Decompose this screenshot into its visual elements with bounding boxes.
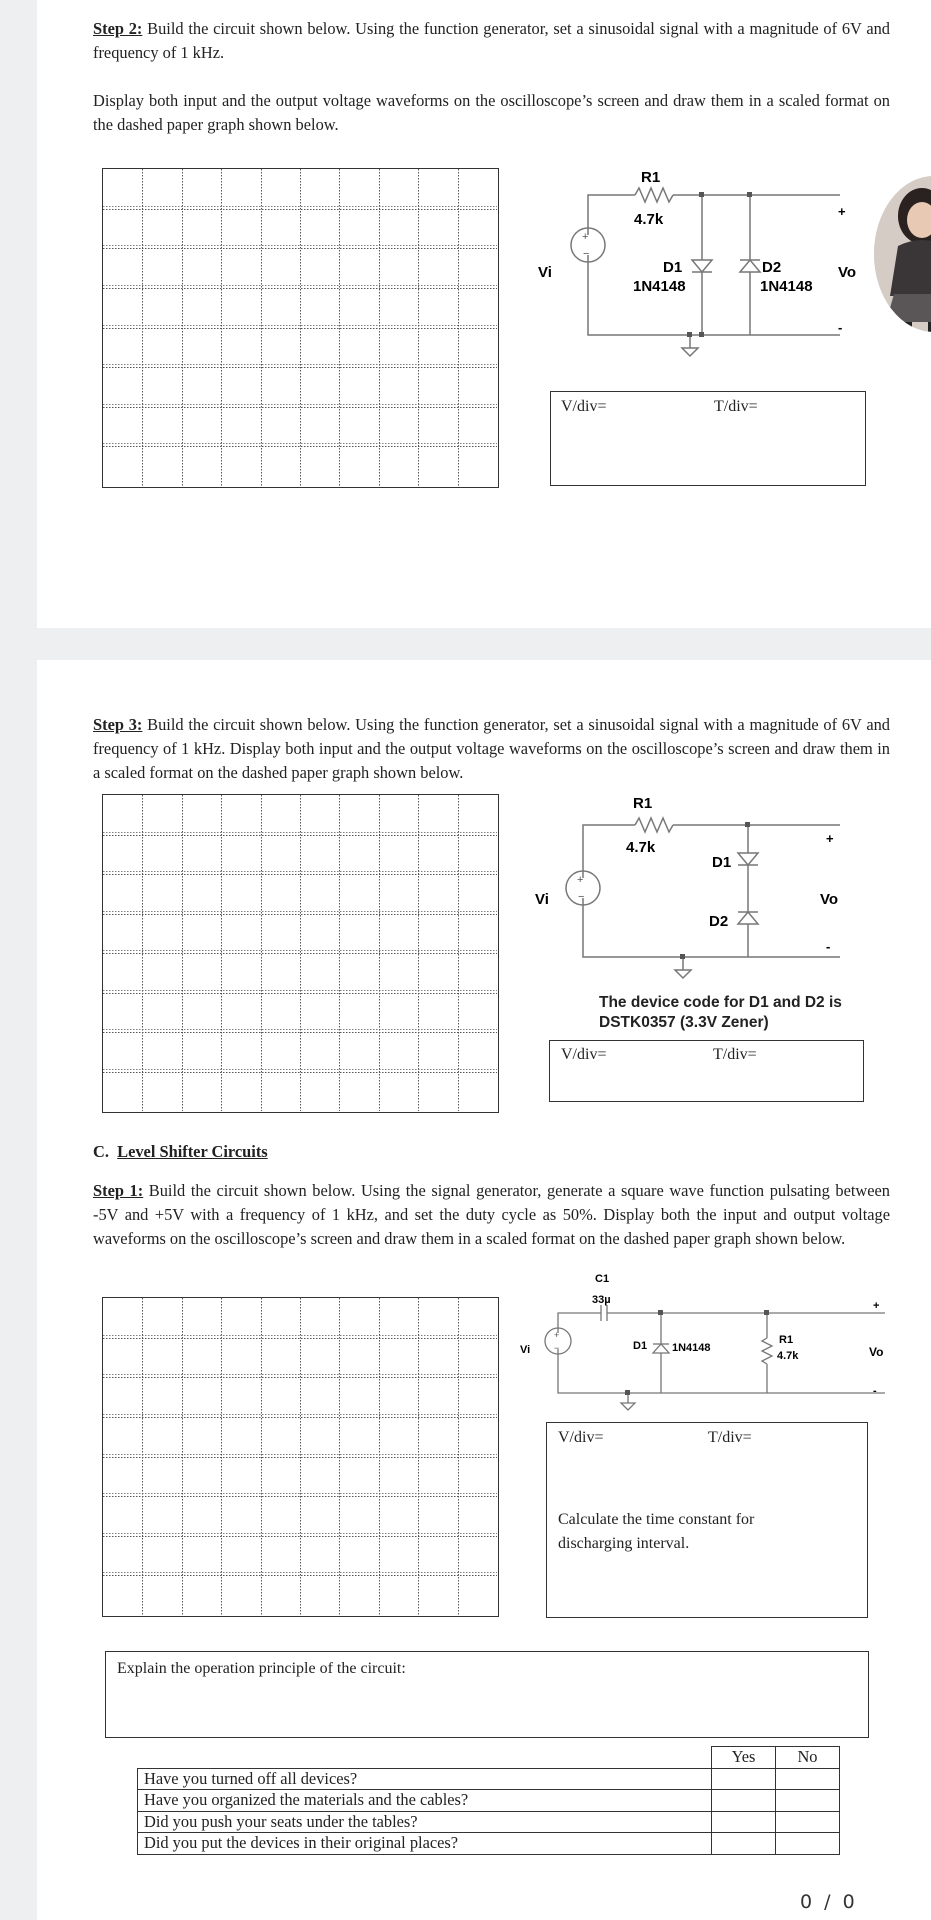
step2-circuit: [530, 160, 870, 370]
checklist-yes-header: Yes: [712, 1747, 776, 1769]
step2-paragraph-1: Step 2: Build the circuit shown below. Using the function generator, set a sinusoidal signal with a magnitude of 6V and frequency of 1 kHz.: [93, 19, 890, 62]
stepc1-paragraph: Step 1: Build the circuit shown below. Using the signal generator, generate a square wave function pulsating between -5V and +5V with a frequency of 1 kHz, and set the duty cycle as 50%. Display both the input and output voltage waveforms on the oscilloscope’s screen and draw them in a scaled format on the dashed paper graph shown below.: [93, 1181, 890, 1248]
stepc1-vi-label: Vi: [520, 1344, 531, 1356]
checklist-table: [137, 1746, 840, 1855]
checklist-question: Have you turned off all devices?: [138, 1768, 712, 1790]
step3-graph-paper[interactable]: [102, 794, 499, 1113]
step2-d1-label: D1: [663, 259, 683, 276]
step3-scale-box[interactable]: [549, 1040, 864, 1102]
step2-scale-box[interactable]: [550, 391, 866, 486]
step3-device-note: The device code for D1 and D2 is DSTK0357 (3.3V Zener): [599, 994, 842, 1031]
step2-d1-code: 1N4148: [633, 278, 686, 295]
svg-text:+: +: [554, 1330, 560, 1340]
step2-vi-label: Vi: [538, 264, 552, 281]
step2-graph-paper[interactable]: [102, 168, 499, 488]
step3-d1-label: D1: [712, 854, 732, 871]
checklist-yes-cell[interactable]: [712, 1811, 776, 1833]
step3-vdiv: V/div=: [561, 1046, 607, 1063]
checklist-yes-cell[interactable]: [712, 1790, 776, 1812]
stepc1-c1-value: 33µ: [592, 1294, 611, 1306]
stepc1-d1-code: 1N4148: [672, 1342, 711, 1354]
svg-text:−: −: [578, 891, 585, 903]
page-counter: 0 / 0: [800, 1891, 858, 1913]
stepc1-minus: -: [873, 1385, 877, 1397]
step3-plus: +: [826, 831, 834, 846]
stepc1-r1-label: R1: [779, 1334, 794, 1346]
step3-circuit: [530, 790, 870, 985]
step3-tdiv: T/div=: [713, 1046, 757, 1063]
stepc1-d1-label: D1: [633, 1340, 648, 1352]
stepc1-circuit: [515, 1268, 895, 1418]
step3-vi-label: Vi: [535, 891, 549, 908]
step2-vo-label: Vo: [838, 264, 857, 281]
checklist-no-cell[interactable]: [776, 1768, 840, 1790]
svg-text:−: −: [583, 248, 590, 260]
step3-minus: -: [826, 939, 831, 954]
step2-r1-value: 4.7k: [634, 211, 664, 228]
step2-minus: -: [838, 320, 843, 335]
section-c-heading: C. Level Shifter Circuits: [93, 1142, 268, 1161]
step2-tdiv: T/div=: [714, 398, 758, 415]
step3-d2-label: D2: [709, 913, 729, 930]
checklist-no-header: No: [776, 1747, 840, 1769]
checklist-no-cell[interactable]: [776, 1811, 840, 1833]
stepc1-answer-box[interactable]: [546, 1422, 868, 1618]
svg-text:+: +: [577, 874, 584, 886]
step2-plus: +: [838, 204, 846, 219]
checklist-no-cell[interactable]: [776, 1790, 840, 1812]
step3-vo-label: Vo: [820, 891, 839, 908]
checklist-yes-cell[interactable]: [712, 1833, 776, 1855]
step3-paragraph: Step 3: Build the circuit shown below. Using the function generator, set a sinusoidal signal with a magnitude of 6V and frequency of 1 kHz. Display both input and the output voltage waveforms on the oscilloscope’s screen and draw them in a scaled format on the dashed paper graph shown below.: [93, 715, 890, 782]
checklist-yes-cell[interactable]: [712, 1768, 776, 1790]
stepc1-calc-prompt: Calculate the time constant for discharging interval.: [558, 1511, 755, 1552]
stepc1-c1-label: C1: [595, 1273, 610, 1285]
step3-r1-label: R1: [633, 795, 653, 812]
step2-d2-code: 1N4148: [760, 278, 813, 295]
stepc1-graph-paper[interactable]: [102, 1297, 499, 1617]
stepc1-r1-value: 4.7k: [777, 1350, 799, 1362]
explain-prompt: Explain the operation principle of the circuit:: [117, 1660, 406, 1677]
stepc1-plus: +: [873, 1300, 880, 1312]
checklist-question: Have you organized the materials and the cables?: [138, 1790, 712, 1812]
checklist-question: Did you push your seats under the tables?: [138, 1811, 712, 1833]
stepc1-tdiv: T/div=: [708, 1429, 752, 1446]
stepc1-vo-label: Vo: [869, 1345, 884, 1359]
svg-text:+: +: [582, 231, 589, 243]
step2-vdiv: V/div=: [561, 398, 607, 415]
checklist-question: Did you put the devices in their original places?: [138, 1833, 712, 1855]
svg-text:−: −: [554, 1343, 560, 1353]
step2-r1-label: R1: [641, 169, 661, 186]
step2-paragraph-2: Display both input and the output voltage waveforms on the oscilloscope’s screen and draw them in a scaled format on the dashed paper graph shown below.: [93, 91, 890, 134]
checklist-no-cell[interactable]: [776, 1833, 840, 1855]
stepc1-vdiv: V/div=: [558, 1429, 604, 1446]
step3-r1-value: 4.7k: [626, 839, 656, 856]
explain-box[interactable]: [105, 1651, 869, 1738]
step2-d2-label: D2: [762, 259, 782, 276]
